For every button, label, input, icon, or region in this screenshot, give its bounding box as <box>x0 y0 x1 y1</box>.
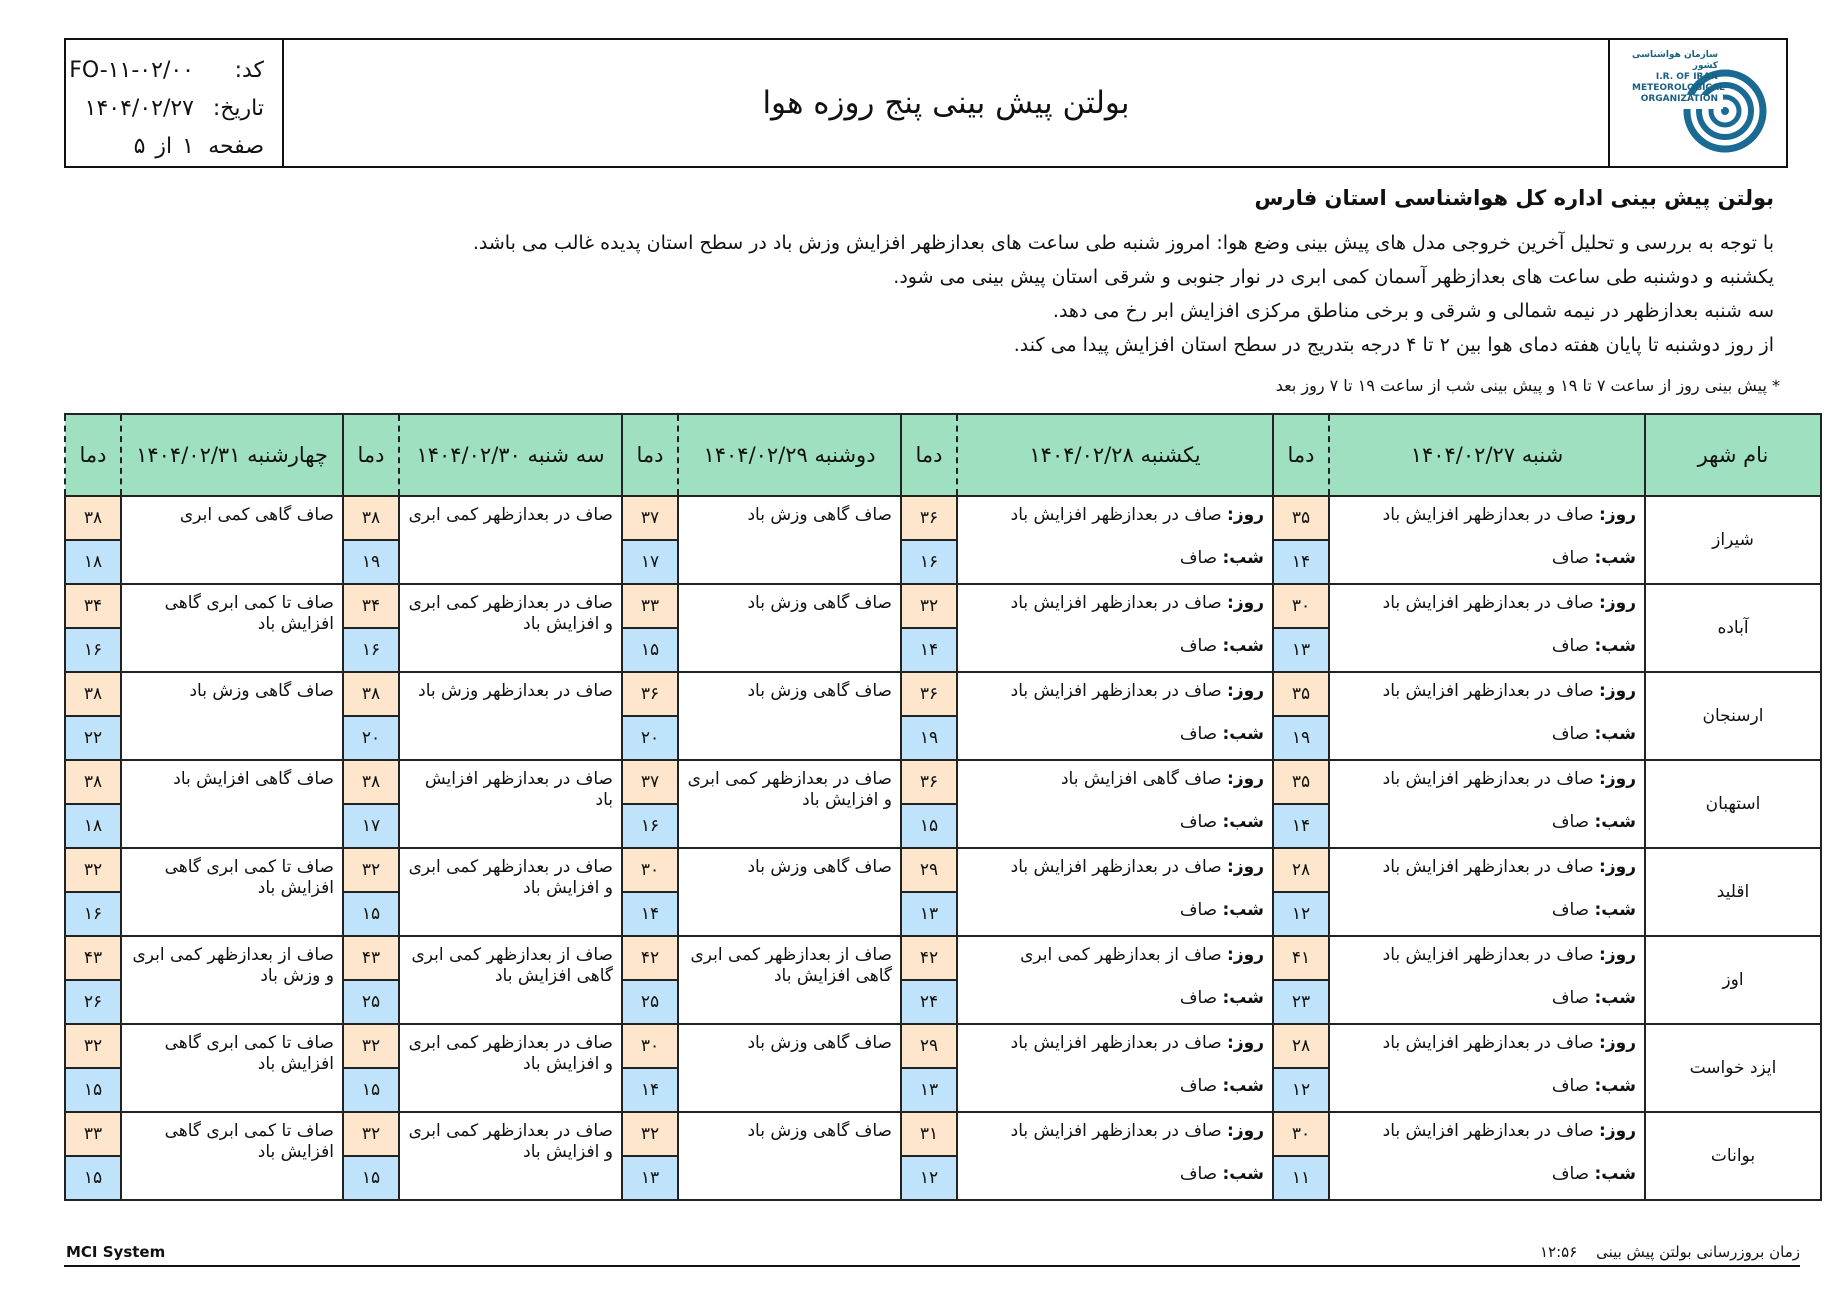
description-line: با توجه به بررسی و تحلیل آخرین خروجی مدل های پیش بینی وضع هوا: امروز شنبه طی ساعت های بعدازظهر افزایش وزش باد در سطح استان پدیده غالب می باشد. <box>472 232 1774 254</box>
min-temperature: ۱۱ <box>1273 1156 1329 1200</box>
day-forecast <box>1330 937 1644 980</box>
forecast-text: صاف در بعدازظهر کمی ابری <box>408 505 613 525</box>
max-temperature: ۳۲ <box>65 848 121 892</box>
forecast-description-cell <box>957 1112 1273 1200</box>
min-temperature: ۱۹ <box>901 716 957 760</box>
forecast-note: * پیش بینی روز از ساعت ۷ تا ۱۹ و پیش بینی شب از ساعت ۱۹ تا ۷ روز بعد <box>1275 376 1780 395</box>
table-row <box>65 1024 1821 1068</box>
min-temperature: ۱۵ <box>343 892 399 936</box>
date-label: تاریخ: <box>212 96 264 121</box>
min-temperature: ۲۲ <box>65 716 121 760</box>
footer-update-time <box>1540 1243 1800 1261</box>
day-label: روز: <box>1227 505 1264 525</box>
table-header-row <box>65 414 1821 496</box>
forecast-description-cell <box>957 672 1273 760</box>
forecast-text: صاف از بعدازظهر کمی ابری و وزش باد <box>132 945 334 986</box>
night-forecast <box>958 1068 1272 1111</box>
max-temperature: ۳۵ <box>1273 672 1329 716</box>
min-temperature: ۱۹ <box>1273 716 1329 760</box>
night-label: شب: <box>1222 988 1264 1008</box>
day-label: روز: <box>1227 945 1264 965</box>
forecast-text: صاف گاهی افزایش باد <box>173 769 334 789</box>
min-temperature: ۱۳ <box>901 892 957 936</box>
max-temperature: ۳۴ <box>65 584 121 628</box>
forecast-description-cell <box>399 1112 622 1200</box>
max-temperature: ۳۰ <box>1273 584 1329 628</box>
city-name: ارسنجان <box>1645 672 1821 760</box>
min-temperature: ۱۲ <box>1273 1068 1329 1112</box>
footer-system-name: MCI System <box>66 1243 166 1261</box>
day-label: روز: <box>1599 1121 1636 1141</box>
day-forecast-text: صاف در بعدازظهر افزایش باد <box>1010 1121 1222 1141</box>
day-column-header: شنبه ۱۴۰۴/۰۲/۲۷ <box>1329 414 1645 496</box>
night-forecast-text: صاف <box>1551 988 1590 1008</box>
forecast-text: صاف در بعدازظهر افزایش باد <box>424 769 613 810</box>
day-label: روز: <box>1227 857 1264 877</box>
temp-column-header: دما <box>65 414 121 496</box>
city-name: آباده <box>1645 584 1821 672</box>
night-label: شب: <box>1222 548 1264 568</box>
max-temperature: ۴۳ <box>343 936 399 980</box>
forecast-description-cell <box>121 760 343 848</box>
min-temperature: ۲۶ <box>65 980 121 1024</box>
min-temperature: ۱۴ <box>1273 804 1329 848</box>
min-temperature: ۱۵ <box>65 1156 121 1200</box>
day-forecast <box>1330 497 1644 540</box>
day-label: روز: <box>1227 593 1264 613</box>
night-forecast <box>1330 804 1644 847</box>
night-forecast-text: صاف <box>1179 988 1218 1008</box>
forecast-text: صاف گاهی وزش باد <box>189 681 334 701</box>
forecast-text: صاف گاهی وزش باد <box>747 857 892 877</box>
description-line: سه شنبه بعدازظهر در نیمه شمالی و شرقی و برخی مناطق مرکزی افزایش ابر رخ می دهد. <box>1052 300 1774 322</box>
forecast-description-cell <box>678 760 901 848</box>
date-value: ۱۴۰۴/۰۲/۲۷ <box>84 96 194 121</box>
min-temperature: ۱۵ <box>343 1068 399 1112</box>
min-temperature: ۲۵ <box>622 980 678 1024</box>
night-label: شب: <box>1594 1076 1636 1096</box>
min-temperature: ۱۶ <box>901 540 957 584</box>
day-forecast <box>958 497 1272 540</box>
day-column-header: سه شنبه ۱۴۰۴/۰۲/۳۰ <box>399 414 622 496</box>
max-temperature: ۲۹ <box>901 848 957 892</box>
night-forecast-text: صاف <box>1179 636 1218 656</box>
night-forecast <box>958 628 1272 671</box>
day-forecast <box>1330 1025 1644 1068</box>
forecast-description-cell <box>957 936 1273 1024</box>
forecast-text: صاف گاهی وزش باد <box>747 1033 892 1053</box>
forecast-text: صاف گاهی وزش باد <box>747 1121 892 1141</box>
table-row <box>65 672 1821 716</box>
day-column-header: دوشنبه ۱۴۰۴/۰۲/۲۹ <box>678 414 901 496</box>
min-temperature: ۲۴ <box>901 980 957 1024</box>
forecast-description-cell <box>399 1024 622 1112</box>
night-forecast <box>1330 980 1644 1023</box>
temp-column-header: دما <box>901 414 957 496</box>
max-temperature: ۴۲ <box>901 936 957 980</box>
page-total: ۵ <box>133 134 146 159</box>
forecast-description-cell <box>1329 672 1645 760</box>
min-temperature: ۱۲ <box>901 1156 957 1200</box>
organization-logo <box>1608 40 1786 166</box>
max-temperature: ۳۸ <box>343 760 399 804</box>
description-line: یکشنبه و دوشنبه طی ساعت های بعدازظهر آسمان کمی ابری در نوار جنوبی و شرقی استان پیش بینی می شود. <box>893 266 1774 288</box>
city-name: اقلید <box>1645 848 1821 936</box>
night-forecast <box>958 804 1272 847</box>
night-label: شب: <box>1222 724 1264 744</box>
night-label: شب: <box>1594 812 1636 832</box>
day-label: روز: <box>1599 505 1636 525</box>
city-name: اوز <box>1645 936 1821 1024</box>
max-temperature: ۳۶ <box>901 760 957 804</box>
max-temperature: ۲۸ <box>1273 848 1329 892</box>
max-temperature: ۳۲ <box>343 848 399 892</box>
forecast-description-cell <box>399 936 622 1024</box>
night-forecast-text: صاف <box>1551 900 1590 920</box>
night-forecast-text: صاف <box>1179 724 1218 744</box>
max-temperature: ۲۸ <box>1273 1024 1329 1068</box>
day-forecast-text: صاف در بعدازظهر افزایش باد <box>1010 593 1222 613</box>
night-forecast <box>1330 892 1644 935</box>
bulletin-header <box>64 38 1788 168</box>
forecast-text: صاف از بعدازظهر کمی ابری گاهی افزایش باد <box>690 945 892 986</box>
night-forecast <box>1330 1156 1644 1199</box>
max-temperature: ۳۲ <box>65 1024 121 1068</box>
day-column-header: چهارشنبه ۱۴۰۴/۰۲/۳۱ <box>121 414 343 496</box>
day-forecast <box>958 1113 1272 1156</box>
day-forecast-text: صاف در بعدازظهر افزایش باد <box>1010 505 1222 525</box>
min-temperature: ۱۸ <box>65 804 121 848</box>
min-temperature: ۱۸ <box>65 540 121 584</box>
temp-column-header: دما <box>622 414 678 496</box>
day-forecast <box>1330 585 1644 628</box>
night-label: شب: <box>1222 900 1264 920</box>
day-label: روز: <box>1227 769 1264 789</box>
min-temperature: ۲۵ <box>343 980 399 1024</box>
forecast-description-cell <box>957 1024 1273 1112</box>
max-temperature: ۳۰ <box>622 1024 678 1068</box>
max-temperature: ۳۸ <box>343 496 399 540</box>
forecast-table <box>64 413 1822 1201</box>
forecast-description-cell <box>678 936 901 1024</box>
night-forecast-text: صاف <box>1551 636 1590 656</box>
max-temperature: ۳۳ <box>65 1112 121 1156</box>
forecast-description-cell <box>678 848 901 936</box>
day-label: روز: <box>1599 681 1636 701</box>
day-forecast <box>1330 1113 1644 1156</box>
night-forecast-text: صاف <box>1551 1164 1590 1184</box>
night-forecast <box>958 540 1272 583</box>
page-current: ۱ <box>182 134 194 159</box>
night-forecast <box>958 1156 1272 1199</box>
forecast-description-cell <box>678 496 901 584</box>
day-label: روز: <box>1599 857 1636 877</box>
night-label: شب: <box>1594 988 1636 1008</box>
night-label: شب: <box>1222 812 1264 832</box>
max-temperature: ۴۳ <box>65 936 121 980</box>
max-temperature: ۳۸ <box>65 760 121 804</box>
forecast-text: صاف از بعدازظهر کمی ابری گاهی افزایش باد <box>411 945 613 986</box>
max-temperature: ۳۷ <box>622 496 678 540</box>
table-row <box>65 936 1821 980</box>
forecast-description-cell <box>1329 760 1645 848</box>
day-forecast-text: صاف در بعدازظهر افزایش باد <box>1382 505 1594 525</box>
day-label: روز: <box>1599 593 1636 613</box>
day-forecast <box>958 585 1272 628</box>
description-line: از روز دوشنبه تا پایان هفته دمای هوا بین ۲ تا ۴ درجه بتدریج در سطح استان افزایش پیدا می کند. <box>1013 334 1774 356</box>
forecast-text: صاف در بعدازظهر کمی ابری و افزایش باد <box>408 1033 613 1074</box>
forecast-text: صاف گاهی وزش باد <box>747 505 892 525</box>
forecast-description-cell <box>121 496 343 584</box>
logo-text: سازمان هواشناسی کشور I.R. OF IRAN METEOROLOGICAL ORGANIZATION <box>1631 50 1725 104</box>
forecast-description-cell <box>1329 584 1645 672</box>
night-forecast-text: صاف <box>1179 812 1218 832</box>
night-label: شب: <box>1222 1164 1264 1184</box>
night-label: شب: <box>1594 548 1636 568</box>
max-temperature: ۳۸ <box>65 496 121 540</box>
table-row <box>65 584 1821 628</box>
night-forecast-text: صاف <box>1551 812 1590 832</box>
forecast-description-cell <box>957 848 1273 936</box>
table-row <box>65 496 1821 540</box>
forecast-description-cell <box>399 848 622 936</box>
forecast-description-cell <box>121 848 343 936</box>
day-forecast-text: صاف در بعدازظهر افزایش باد <box>1382 593 1594 613</box>
forecast-text: صاف گاهی وزش باد <box>747 681 892 701</box>
forecast-text: صاف تا کمی ابری گاهی افزایش باد <box>164 593 334 634</box>
night-forecast <box>1330 628 1644 671</box>
day-forecast-text: صاف در بعدازظهر افزایش باد <box>1382 1121 1594 1141</box>
min-temperature: ۱۵ <box>622 628 678 672</box>
day-forecast <box>958 761 1272 804</box>
footer-divider <box>64 1265 1800 1267</box>
min-temperature: ۱۴ <box>622 1068 678 1112</box>
min-temperature: ۱۴ <box>901 628 957 672</box>
forecast-description <box>374 226 1774 362</box>
forecast-text: صاف در بعدازظهر کمی ابری و افزایش باد <box>687 769 892 810</box>
temp-column-header: دما <box>343 414 399 496</box>
day-label: روز: <box>1599 1033 1636 1053</box>
max-temperature: ۳۲ <box>622 1112 678 1156</box>
night-forecast-text: صاف <box>1179 900 1218 920</box>
footer-update-value: ۱۲:۵۶ <box>1540 1243 1578 1261</box>
day-forecast <box>958 1025 1272 1068</box>
max-temperature: ۳۰ <box>1273 1112 1329 1156</box>
day-column-header: یکشنبه ۱۴۰۴/۰۲/۲۸ <box>957 414 1273 496</box>
day-forecast-text: صاف در بعدازظهر افزایش باد <box>1382 857 1594 877</box>
max-temperature: ۳۱ <box>901 1112 957 1156</box>
code-value: FO-۱۱-۰۲/۰۰ <box>69 58 194 83</box>
max-temperature: ۳۵ <box>1273 496 1329 540</box>
night-forecast <box>958 892 1272 935</box>
max-temperature: ۳۳ <box>622 584 678 628</box>
forecast-description-cell <box>399 672 622 760</box>
min-temperature: ۲۰ <box>343 716 399 760</box>
page-of: از <box>155 134 173 159</box>
forecast-text: صاف در بعدازظهر کمی ابری و افزایش باد <box>408 593 613 634</box>
night-label: شب: <box>1594 636 1636 656</box>
min-temperature: ۱۶ <box>622 804 678 848</box>
night-label: شب: <box>1594 724 1636 744</box>
max-temperature: ۴۲ <box>622 936 678 980</box>
day-forecast-text: صاف در بعدازظهر افزایش باد <box>1382 769 1594 789</box>
max-temperature: ۳۶ <box>622 672 678 716</box>
min-temperature: ۱۴ <box>622 892 678 936</box>
night-forecast-text: صاف <box>1551 1076 1590 1096</box>
bulletin-subtitle: بولتن پیش بینی اداره کل هواشناسی استان فارس <box>1254 186 1774 210</box>
city-name: بوانات <box>1645 1112 1821 1200</box>
forecast-description-cell <box>121 672 343 760</box>
city-name: ایزد خواست <box>1645 1024 1821 1112</box>
min-temperature: ۲۰ <box>622 716 678 760</box>
forecast-description-cell <box>1329 496 1645 584</box>
day-forecast <box>958 937 1272 980</box>
day-forecast-text: صاف در بعدازظهر افزایش باد <box>1010 1033 1222 1053</box>
max-temperature: ۳۷ <box>622 760 678 804</box>
min-temperature: ۱۴ <box>1273 540 1329 584</box>
min-temperature: ۱۳ <box>622 1156 678 1200</box>
night-label: شب: <box>1222 636 1264 656</box>
table-row <box>65 848 1821 892</box>
forecast-description-cell <box>1329 936 1645 1024</box>
forecast-description-cell <box>678 672 901 760</box>
max-temperature: ۳۰ <box>622 848 678 892</box>
min-temperature: ۱۳ <box>1273 628 1329 672</box>
city-column-header: نام شهر <box>1645 414 1821 496</box>
max-temperature: ۳۸ <box>343 672 399 716</box>
min-temperature: ۱۷ <box>622 540 678 584</box>
forecast-description-cell <box>399 496 622 584</box>
forecast-description-cell <box>678 584 901 672</box>
day-label: روز: <box>1227 681 1264 701</box>
forecast-description-cell <box>121 584 343 672</box>
day-forecast <box>958 673 1272 716</box>
night-forecast-text: صاف <box>1179 1076 1218 1096</box>
forecast-text: صاف تا کمی ابری گاهی افزایش باد <box>164 1033 334 1074</box>
forecast-description-cell <box>1329 1112 1645 1200</box>
day-label: روز: <box>1227 1033 1264 1053</box>
forecast-description-cell <box>121 936 343 1024</box>
min-temperature: ۲۳ <box>1273 980 1329 1024</box>
max-temperature: ۲۹ <box>901 1024 957 1068</box>
footer-update-label: زمان بروزرسانی بولتن پیش بینی <box>1596 1243 1800 1261</box>
day-forecast-text: صاف در بعدازظهر افزایش باد <box>1382 681 1594 701</box>
day-forecast-text: صاف از بعدازظهر کمی ابری <box>1020 945 1222 965</box>
min-temperature: ۱۶ <box>343 628 399 672</box>
forecast-description-cell <box>121 1024 343 1112</box>
forecast-description-cell <box>678 1112 901 1200</box>
min-temperature: ۱۹ <box>343 540 399 584</box>
day-forecast <box>1330 761 1644 804</box>
temp-column-header: دما <box>1273 414 1329 496</box>
day-label: روز: <box>1227 1121 1264 1141</box>
forecast-description-cell <box>1329 848 1645 936</box>
max-temperature: ۳۲ <box>343 1112 399 1156</box>
night-forecast <box>958 716 1272 759</box>
max-temperature: ۳۲ <box>343 1024 399 1068</box>
min-temperature: ۱۳ <box>901 1068 957 1112</box>
night-forecast-text: صاف <box>1551 724 1590 744</box>
forecast-description-cell <box>399 760 622 848</box>
forecast-description-cell <box>678 1024 901 1112</box>
forecast-text: صاف در بعدازظهر کمی ابری و افزایش باد <box>408 1121 613 1162</box>
day-forecast-text: صاف در بعدازظهر افزایش باد <box>1010 857 1222 877</box>
night-label: شب: <box>1594 900 1636 920</box>
night-forecast <box>1330 716 1644 759</box>
min-temperature: ۱۶ <box>65 892 121 936</box>
page-label: صفحه <box>208 134 264 159</box>
day-label: روز: <box>1599 769 1636 789</box>
forecast-text: صاف در بعدازظهر وزش باد <box>418 681 613 701</box>
min-temperature: ۱۵ <box>65 1068 121 1112</box>
code-label: کد: <box>234 58 264 83</box>
day-forecast-text: صاف در بعدازظهر افزایش باد <box>1382 1033 1594 1053</box>
day-forecast-text: صاف گاهی افزایش باد <box>1060 769 1222 789</box>
max-temperature: ۳۸ <box>65 672 121 716</box>
max-temperature: ۳۶ <box>901 496 957 540</box>
night-forecast-text: صاف <box>1551 548 1590 568</box>
day-forecast <box>1330 673 1644 716</box>
day-forecast <box>1330 849 1644 892</box>
min-temperature: ۱۶ <box>65 628 121 672</box>
city-name: استهبان <box>1645 760 1821 848</box>
forecast-text: صاف تا کمی ابری گاهی افزایش باد <box>164 1121 334 1162</box>
max-temperature: ۴۱ <box>1273 936 1329 980</box>
forecast-description-cell <box>399 584 622 672</box>
forecast-description-cell <box>121 1112 343 1200</box>
night-label: شب: <box>1594 1164 1636 1184</box>
min-temperature: ۱۵ <box>343 1156 399 1200</box>
night-forecast-text: صاف <box>1179 548 1218 568</box>
night-forecast <box>1330 1068 1644 1111</box>
page-title: بولتن پیش بینی پنج روزه هوا <box>762 85 1130 121</box>
day-label: روز: <box>1599 945 1636 965</box>
max-temperature: ۳۶ <box>901 672 957 716</box>
max-temperature: ۳۵ <box>1273 760 1329 804</box>
night-forecast <box>1330 540 1644 583</box>
min-temperature: ۱۵ <box>901 804 957 848</box>
forecast-description-cell <box>957 584 1273 672</box>
max-temperature: ۳۲ <box>901 584 957 628</box>
min-temperature: ۱۷ <box>343 804 399 848</box>
min-temperature: ۱۲ <box>1273 892 1329 936</box>
city-name: شیراز <box>1645 496 1821 584</box>
night-forecast-text: صاف <box>1179 1164 1218 1184</box>
forecast-text: صاف تا کمی ابری گاهی افزایش باد <box>164 857 334 898</box>
forecast-description-cell <box>957 760 1273 848</box>
forecast-text: صاف در بعدازظهر کمی ابری و افزایش باد <box>408 857 613 898</box>
forecast-text: صاف گاهی وزش باد <box>747 593 892 613</box>
max-temperature: ۳۴ <box>343 584 399 628</box>
night-label: شب: <box>1222 1076 1264 1096</box>
forecast-text: صاف گاهی کمی ابری <box>179 505 334 525</box>
day-forecast-text: صاف در بعدازظهر افزایش باد <box>1010 681 1222 701</box>
day-forecast <box>958 849 1272 892</box>
night-forecast <box>958 980 1272 1023</box>
table-row <box>65 1112 1821 1156</box>
forecast-description-cell <box>957 496 1273 584</box>
forecast-description-cell <box>1329 1024 1645 1112</box>
day-forecast-text: صاف در بعدازظهر افزایش باد <box>1382 945 1594 965</box>
table-row <box>65 760 1821 804</box>
document-code-box <box>66 40 284 166</box>
